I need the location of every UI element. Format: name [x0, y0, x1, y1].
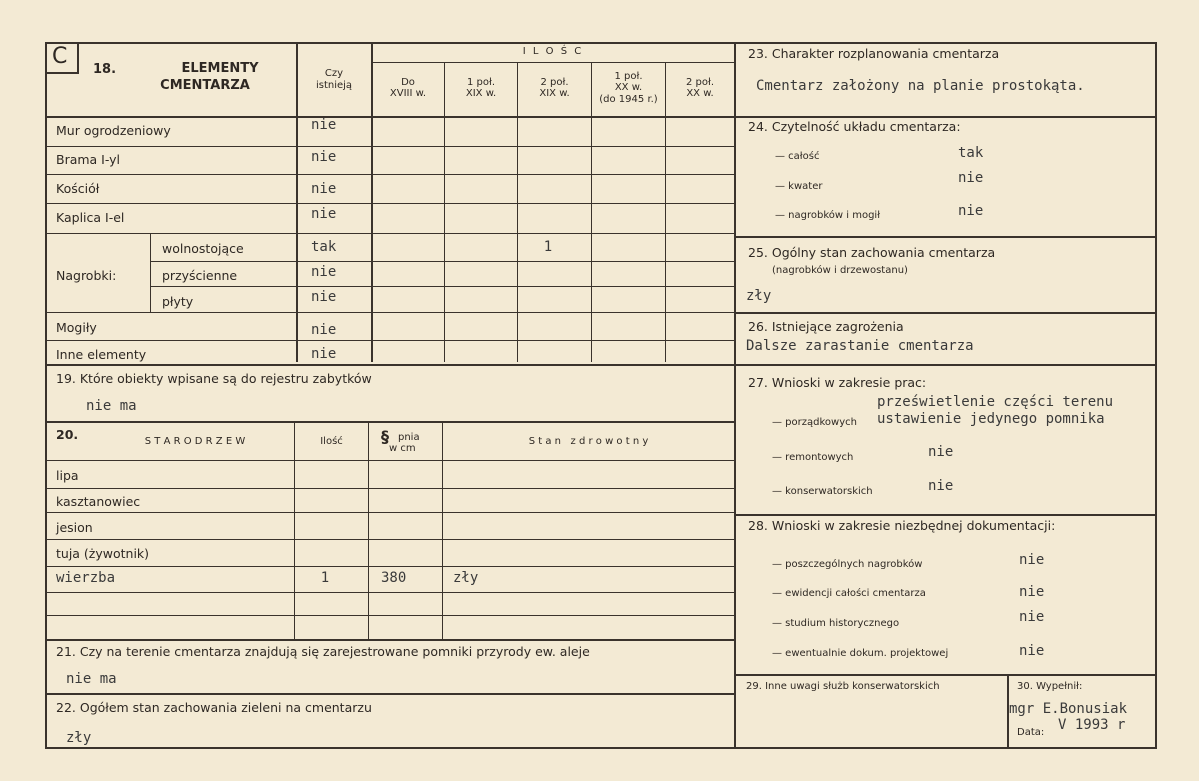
period-header: XX w.	[614, 82, 643, 93]
grid-line	[734, 236, 1155, 238]
q24-item-label: — całość	[775, 151, 820, 162]
section-number: 18.	[93, 62, 117, 77]
q24-question: 24. Czytelność układu cmentarza:	[748, 119, 961, 134]
period-header: 1 poł.	[466, 77, 496, 88]
q27-item-value: prześwietlenie części terenu	[877, 394, 1114, 410]
grid-line	[45, 615, 734, 616]
grid-line	[45, 312, 734, 313]
period-header: XIX w.	[539, 88, 570, 99]
period-header: Do	[401, 77, 415, 88]
element-label: Brama I-yl	[56, 152, 121, 167]
trees-header-name: S T A R O D R Z E W	[144, 436, 246, 447]
q27-item-label: — porządkowych	[772, 417, 857, 428]
element-exists: nie	[311, 206, 337, 222]
q23-question: 23. Charakter rozplanowania cmentarza	[748, 46, 1000, 61]
trees-section-number: 20.	[56, 427, 79, 442]
tree-health: zły	[453, 570, 479, 586]
grid-line	[150, 233, 151, 312]
q26-question: 26. Istniejące zagrożenia	[748, 319, 904, 334]
q19-question: 19. Które obiekty wpisane są do rejestru zabytków	[56, 371, 372, 386]
q24-item-label: — kwater	[775, 181, 823, 192]
grid-line	[591, 62, 592, 362]
period-header: XIX w.	[465, 88, 497, 99]
q30-question: 30. Wypełnił:	[1017, 681, 1083, 692]
grid-line	[294, 421, 295, 639]
period-header: 2 poł.	[685, 77, 715, 88]
q30-filled-by: mgr E.Bonusiak	[1009, 701, 1128, 717]
q22-question: 22. Ogółem stan zachowania zieleni na cmentarzu	[56, 700, 372, 715]
diameter-symbol: §	[381, 427, 389, 446]
element-label: Mur ogrodzeniowy	[56, 123, 171, 138]
grave-type-exists: nie	[311, 289, 337, 305]
grid-line	[45, 539, 734, 540]
grid-line	[45, 116, 734, 118]
q30-date-label: Data:	[1017, 727, 1045, 738]
tree-name: tuja (żywotnik)	[56, 546, 150, 561]
frame-right	[1155, 42, 1157, 747]
grid-line	[45, 592, 734, 593]
grid-line	[45, 421, 734, 423]
grave-type-exists: tak	[311, 239, 337, 255]
trees-header-diam: w cm	[389, 443, 416, 454]
q21-question: 21. Czy na terenie cmentarza znajdują się zarejestrowane pomniki przyrody ew. aleje	[56, 644, 590, 659]
grid-line	[45, 146, 734, 147]
period-header: 2 poł.	[540, 77, 569, 88]
grid-line	[45, 340, 734, 341]
trees-header-diam: pnia	[398, 432, 420, 443]
tree-qty: 1	[320, 570, 330, 586]
element-exists: nie	[311, 149, 337, 165]
q21-answer: nie ma	[66, 671, 117, 687]
grid-line	[734, 116, 1155, 118]
grid-line	[734, 674, 1155, 676]
tree-name: wierzba	[56, 570, 116, 586]
section-letter: C	[52, 44, 68, 69]
q27-question: 27. Wnioski w zakresie prac:	[748, 375, 927, 390]
grid-line	[45, 488, 734, 489]
q28-item-label: — ewentualnie dokum. projektowej	[772, 648, 949, 659]
tree-diameter: 380	[381, 570, 407, 586]
q28-item-label: — ewidencji całości cmentarza	[772, 588, 926, 599]
grid-line	[368, 421, 369, 639]
q24-item-value: tak	[958, 145, 984, 161]
element-label: Kaplica I-el	[56, 210, 125, 225]
grid-line	[45, 364, 734, 366]
column-divider	[734, 42, 736, 747]
elements-title-line1: ELEMENTY	[181, 61, 259, 76]
tree-name: kasztanowiec	[56, 494, 141, 509]
grave-type-label: płyty	[162, 294, 194, 309]
q24-item-value: nie	[958, 170, 984, 186]
grid-line	[45, 639, 734, 641]
grave-type-qty: 1	[543, 239, 553, 255]
element-exists: nie	[311, 117, 337, 133]
element-label: Mogiły	[56, 320, 97, 335]
trees-header-qty: Ilość	[320, 436, 343, 447]
frame-bottom	[45, 747, 1157, 749]
period-header: 1 poł.	[614, 71, 643, 82]
q28-item-value: nie	[1019, 584, 1045, 600]
q25-question: 25. Ogólny stan zachowania cmentarza	[748, 245, 996, 260]
grid-line	[371, 62, 734, 63]
q22-answer: zły	[66, 730, 92, 746]
grid-line	[45, 512, 734, 513]
q27-item-label: — remontowych	[772, 452, 854, 463]
quantity-header: I L O Ś C	[522, 46, 584, 57]
q26-answer: Dalsze zarastanie cmentarza	[746, 338, 974, 354]
q28-item-value: nie	[1019, 552, 1045, 568]
exists-header-line2: istnieją	[315, 80, 353, 91]
q28-item-label: — poszczególnych nagrobków	[772, 559, 923, 570]
q28-item-value: nie	[1019, 643, 1045, 659]
element-exists: nie	[311, 322, 337, 338]
grave-type-label: wolnostojące	[162, 241, 244, 256]
element-exists: nie	[311, 181, 337, 197]
grid-line	[734, 312, 1155, 314]
grid-line	[444, 62, 445, 362]
grid-line	[665, 62, 666, 362]
q27-item-value: nie	[928, 444, 954, 460]
grid-line	[734, 514, 1155, 516]
q30-date: V 1993 r	[1058, 717, 1126, 733]
q25-sub: (nagrobków i drzewostanu)	[772, 265, 908, 276]
grid-line	[45, 566, 734, 567]
elements-title-line2: CMENTARZA	[160, 78, 250, 93]
grid-line	[734, 364, 1155, 366]
exists-header-line1: Czy	[324, 68, 344, 79]
frame-top	[45, 42, 1157, 44]
element-exists: nie	[311, 346, 337, 362]
q24-item-value: nie	[958, 203, 984, 219]
period-header: XVIII w.	[389, 88, 427, 99]
grid-line	[150, 286, 734, 287]
element-label: Kościół	[56, 181, 100, 196]
grid-line	[45, 174, 734, 175]
grid-line	[442, 421, 443, 639]
tree-name: lipa	[56, 468, 79, 483]
grid-line	[45, 203, 734, 204]
grave-type-label: przyścienne	[162, 268, 238, 283]
q23-answer: Cmentarz założony na planie prostokąta.	[756, 78, 1085, 94]
grid-line	[45, 233, 734, 234]
grid-line	[150, 261, 734, 262]
tree-name: jesion	[56, 520, 93, 535]
q24-item-label: — nagrobków i mogił	[775, 210, 881, 221]
trees-header-health: S t a n z d r o w o t n y	[528, 436, 649, 447]
q28-item-value: nie	[1019, 609, 1045, 625]
grid-line	[45, 460, 734, 461]
q25-answer: zły	[746, 288, 772, 304]
q27-item-value: nie	[928, 478, 954, 494]
grid-line	[45, 693, 734, 695]
q28-item-label: — studium historycznego	[772, 618, 900, 629]
grid-line	[517, 62, 518, 362]
q27-item-value: ustawienie jedynego pomnika	[877, 411, 1105, 427]
grave-type-exists: nie	[311, 264, 337, 280]
element-label: Inne elementy	[56, 347, 147, 362]
graves-label: Nagrobki:	[56, 268, 117, 283]
frame-left	[45, 42, 47, 747]
period-header: XX w.	[686, 88, 714, 99]
q19-answer: nie ma	[86, 398, 137, 414]
q29-question: 29. Inne uwagi służb konserwatorskich	[746, 681, 940, 692]
q27-item-label: — konserwatorskich	[772, 486, 873, 497]
period-header: (do 1945 r.)	[599, 94, 658, 105]
q28-question: 28. Wnioski w zakresie niezbędnej dokumentacji:	[748, 518, 1056, 533]
